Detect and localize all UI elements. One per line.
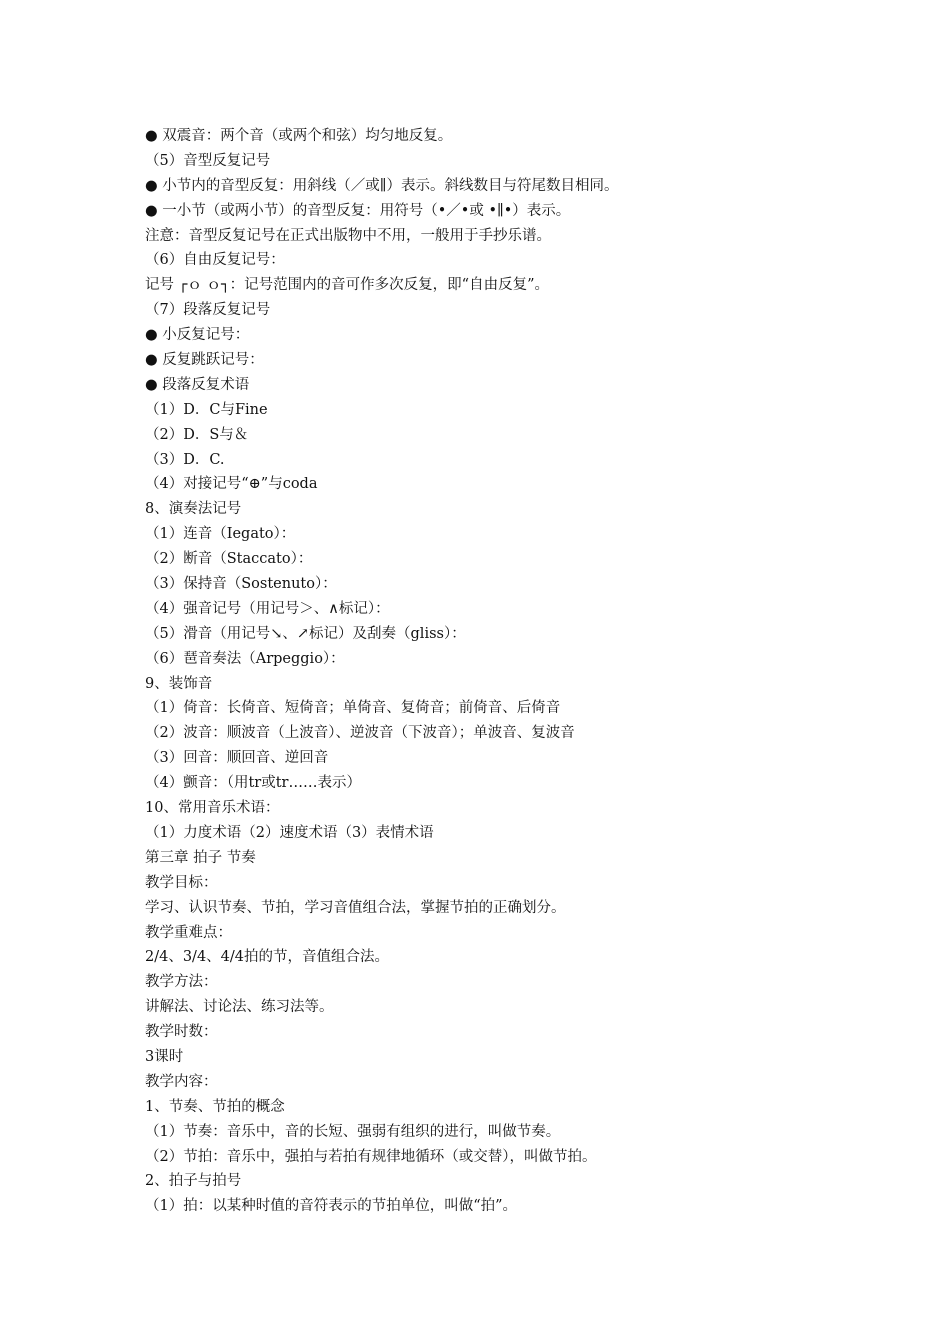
text-line: （4）对接记号“⊕”与coda [145, 476, 318, 493]
text-line: 教学内容： [145, 1073, 218, 1090]
text-line: ● 一小节（或两小节）的音型反复：用符号（•／•或 •∥•）表示。 [145, 202, 571, 219]
text-line: 3课时 [145, 1048, 184, 1065]
text-line: 教学重难点： [145, 924, 232, 941]
text-line: （6）琶音奏法（Arpeggio）： [145, 650, 345, 667]
text-line: 教学目标： [145, 874, 218, 891]
section-heading: 8、演奏法记号 [145, 501, 242, 518]
text-line: （1）连音（Iegato）： [145, 526, 296, 543]
text-line: 学习、认识节奏、节拍，学习音值组合法，掌握节拍的正确划分。 [145, 899, 566, 916]
text-line: （3）保持音（Sostenuto）： [145, 576, 337, 593]
text-line: 记号 ┌ｏ ｏ┐：记号范围内的音可作多次反复，即“自由反复”。 [145, 277, 550, 294]
section-heading: 10、常用音乐术语： [145, 800, 280, 817]
text-line: 注意：音型反复记号在正式出版物中不用，一般用于手抄乐谱。 [145, 227, 551, 244]
text-line: 讲解法、讨论法、练习法等。 [145, 999, 334, 1016]
text-line: （4）颤音：（用tr或tr……表示） [145, 775, 361, 792]
text-line: ● 小节内的音型反复：用斜线（／或∥）表示。斜线数目与符尾数目相同。 [145, 177, 619, 194]
text-line: （1）D．C与Fine [145, 401, 268, 418]
text-line: （5）音型反复记号 [145, 152, 271, 169]
text-line: （2）节拍：音乐中，强拍与若拍有规律地循环（或交替），叫做节拍。 [145, 1148, 597, 1165]
text-line: ● 小反复记号： [145, 327, 250, 344]
text-line: （5）滑音（用记号↘、↗标记）及刮奏（gliss）： [145, 625, 466, 642]
text-line: （2）断音（Staccato）： [145, 551, 313, 568]
text-line: ● 反复跳跃记号： [145, 352, 264, 369]
document-body [145, 124, 865, 1219]
text-line: （1）倚音：长倚音、短倚音；单倚音、复倚音；前倚音、后倚音 [145, 700, 561, 717]
text-line: （7）段落反复记号 [145, 302, 271, 319]
text-line: （3）D．C. [145, 451, 225, 468]
chapter-heading: 第三章 拍子 节奏 [145, 849, 256, 866]
text-line: 教学方法： [145, 974, 218, 991]
text-line: ● 段落反复术语 [145, 376, 250, 393]
text-line: （6）自由反复记号： [145, 252, 285, 269]
text-line: 教学时数： [145, 1024, 218, 1041]
text-line: （1）拍：以某种时值的音符表示的节拍单位，叫做“拍”。 [145, 1198, 518, 1215]
text-line: 2/4、3/4、4/4拍的节，音值组合法。 [145, 949, 390, 966]
section-heading: 9、装饰音 [145, 675, 213, 692]
section-heading: 2、拍子与拍号 [145, 1173, 242, 1190]
text-line: （2）D．S与＆ [145, 426, 249, 443]
text-line: （3）回音：顺回音、逆回音 [145, 750, 329, 767]
text-line: （4）强音记号（用记号＞、∧标记）： [145, 600, 390, 617]
text-line: （1）节奏：音乐中，音的长短、强弱有组织的进行，叫做节奏。 [145, 1123, 561, 1140]
text-line: （1）力度术语（2）速度术语（3）表情术语 [145, 824, 434, 841]
section-heading: 1、节奏、节拍的概念 [145, 1098, 285, 1115]
text-line: ● 双震音：两个音（或两个和弦）均匀地反复。 [145, 128, 453, 144]
text-line: （2）波音：顺波音（上波音）、逆波音（下波音）；单波音、复波音 [145, 725, 575, 742]
